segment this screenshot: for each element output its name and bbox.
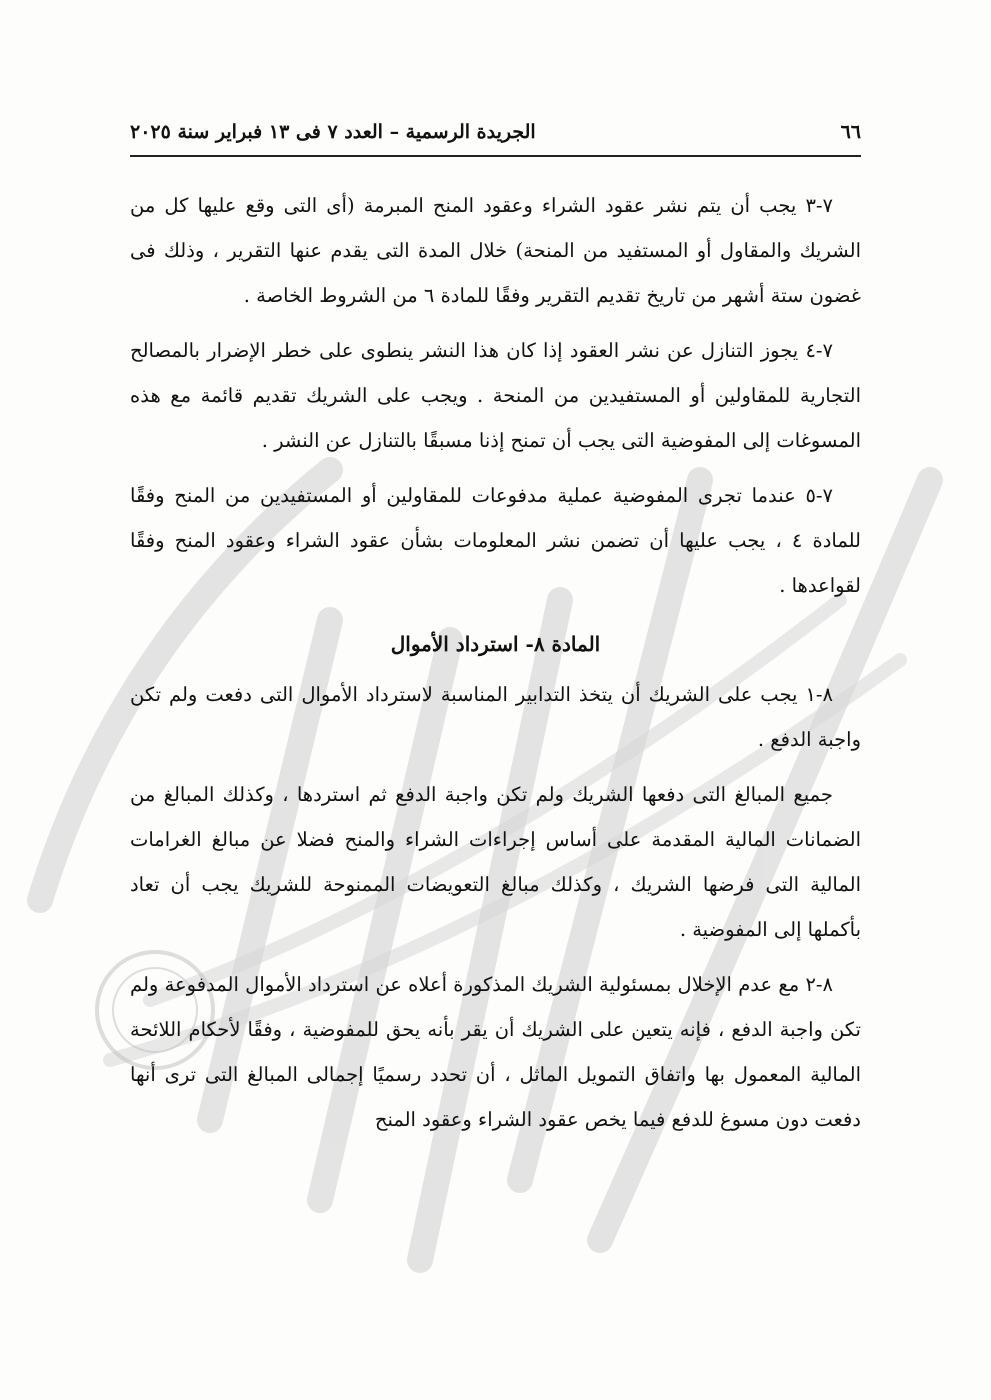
clause-8-2: ٨-٢ مع عدم الإخلال بمسئولية الشريك المذكورة أعلاه عن استرداد الأموال المدفوعة ولم تكن واجبة الدفع ، فإنه يتعين على الشريك أن يقر بأنه يحق للمفوضية ، وفقًا لأحكام اللائحة المالية المعمول بها واتفاق التمويل الماثل ، أن تحدد رسميًا إجمالى المبالغ التى ترى أنها دفعت دون مسوغ للدفع فيما يخص عقود الشراء وعقود المنح: [130, 973, 861, 1131]
page-number: ٦٦: [840, 121, 861, 143]
gazette-title: الجريدة الرسمية – العدد ٧ فى ١٣ فبراير سنة ٢٠٢٥: [130, 121, 536, 143]
clause-8-1: ٨-١ يجب على الشريك أن يتخذ التدابير المناسبة لاسترداد الأموال التى دفعت ولم تكن واجبة الدفع .: [130, 683, 861, 751]
clause-7-5: ٧-٥ عندما تجرى المفوضية عملية مدفوعات للمقاولين أو المستفيدين من المنح وفقًا للمادة ٤ ، يجب عليها أن تضمن نشر المعلومات بشأن عقود الشراء وعقود المنح وفقًا لقواعدها .: [130, 484, 861, 597]
clause-8-1-continued: جميع المبالغ التى دفعها الشريك ولم تكن واجبة الدفع ثم استردها ، وكذلك المبالغ من الضمانات المالية المقدمة على أساس إجراءات الشراء والمنح فضلا عن مبالغ الغرامات المالية التى فرضها الشريك ، وكذلك مبالغ التعويضات الممنوحة للشريك يجب أن تعاد بأكملها إلى المفوضية .: [130, 783, 861, 941]
article-8-title: المادة ٨- استرداد الأموال: [390, 632, 601, 656]
clause-7-4: ٧-٤ يجوز التنازل عن نشر العقود إذا كان هذا النشر ينطوى على خطر الإضرار بالمصالح التجارية للمقاولين أو المستفيدين من المنحة . ويجب على الشريك تقديم قائمة مع هذه المسوغات إلى المفوضية التى يجب أن تمنح إذنا مسبقًا بالتنازل عن النشر .: [130, 339, 861, 452]
page-header: [130, 116, 861, 148]
body-text: [130, 183, 861, 1142]
clause-7-3: ٧-٣ يجب أن يتم نشر عقود الشراء وعقود المنح المبرمة (أى التى وقع عليها كل من الشريك والمقاول أو المستفيد من المنحة) خلال المدة التى يقدم عنها التقرير ، وذلك فى غضون ستة أشهر من تاريخ تقديم التقرير وفقًا للمادة ٦ من الشروط الخاصة .: [130, 194, 861, 307]
header-divider: [130, 155, 861, 157]
